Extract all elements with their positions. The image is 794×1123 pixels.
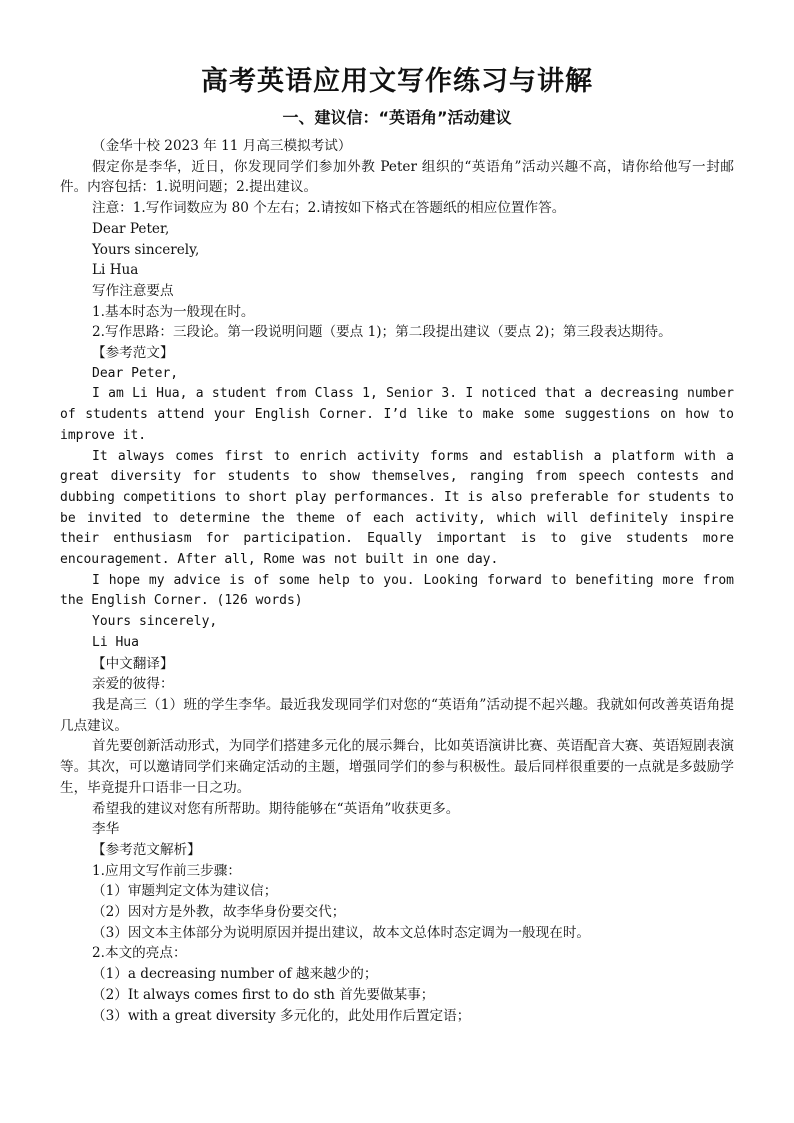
translation-paragraph-2: 首先要创新活动形式，为同学们搭建多元化的展示舞台，比如英语演讲比赛、英语配音大赛、英语短剧表演等。其次，可以邀请同学们来确定活动的主题，增强同学们的参与积极性。最后同样很重要的一点就是多鼓励学生，毕竟提升口语非一日之功。 — [60, 738, 734, 796]
exam-source: （金华十校 2023 年 11 月高三模拟考试） — [92, 138, 352, 154]
writing-point-2: 2.写作思路：三段论。第一段说明问题（要点 1)；第二段提出建议（要点 2)；第三段表达期待。 — [92, 324, 672, 341]
analysis-point-1-2: （2）因对方是外教，故李华身份要交代； — [92, 904, 346, 921]
document-title: 高考英语应用文写作练习与讲解 — [201, 66, 593, 97]
analysis-point-2-2: （2）It always comes first to do sth 首先要做某事； — [92, 986, 435, 1003]
sample-paragraph-1: I am Li Hua, a student from Class 1, Senior 3. I noticed that a decreasing number of students attend your English Corner. I’d like to make some suggestions on how to improve it. — [60, 386, 734, 443]
translation-heading: 【中文翻译】 — [92, 655, 174, 672]
sample-salutation: Dear Peter, — [92, 365, 179, 381]
sample-closing: Yours sincerely, — [92, 614, 218, 630]
analysis-point-2-3: （3）with a great diversity 多元化的，此处用作后置定语； — [92, 1007, 471, 1024]
analysis-point-2-1: （1）a decreasing number of 越来越少的； — [92, 966, 378, 983]
translation-salutation: 亲爱的彼得： — [92, 676, 174, 693]
format-salutation: Dear Peter, — [92, 220, 170, 237]
analysis-heading: 【参考范文解析】 — [92, 841, 201, 858]
translation-paragraph-1: 我是高三（1）班的学生李华。最近我发现同学们对您的“英语角”活动提不起兴趣。我就如何改善英语角提几点建议。 — [60, 696, 734, 734]
writing-point-1: 1.基本时态为一般现在时。 — [92, 303, 255, 320]
sample-paragraph-3: I hope my advice is of some help to you. Looking forward to benefiting more from the English Corner. (126 words) — [60, 572, 734, 609]
analysis-point-1-1: （1）审题判定文体为建议信； — [92, 883, 278, 900]
analysis-point-2: 2.本文的亮点： — [92, 945, 187, 962]
analysis-point-1: 1.应用文写作前三步骤： — [92, 862, 241, 879]
sample-paragraph-2: It always comes first to enrich activity forms and establish a platform with a great diversity for students to show themselves, ranging from speech contests and dubbing competitions to short play performances. It is also preferable for students to be invited to determine the theme of each activity, which will definitely inspire their enthusiasm for participation. Equally important is to give students more encouragement. After all, Rome was not built in one day. — [60, 448, 734, 568]
task-prompt: 假定你是李华，近日，你发现同学们参加外教 Peter 组织的“英语角”活动兴趣不高，请你给他写一封邮件。内容包括：1.说明问题；2.提出建议。 — [60, 158, 734, 196]
translation-paragraph-3: 希望我的建议对您有所帮助。期待能够在“英语角”收获更多。 — [92, 800, 460, 817]
sample-name: Li Hua — [92, 634, 139, 650]
sample-heading: 【参考范文】 — [92, 345, 174, 362]
analysis-point-1-3: （3）因文本主体部分为说明原因并提出建议，故本文总体时态定调为一般现在时。 — [92, 924, 591, 941]
format-name: Li Hua — [92, 262, 139, 279]
document-page — [60, 62, 734, 1026]
writing-points-heading: 写作注意要点 — [92, 282, 174, 299]
format-closing: Yours sincerely, — [92, 241, 200, 258]
translation-name: 李华 — [92, 821, 120, 838]
task-note: 注意：1.写作词数应为 80 个左右；2.请按如下格式在答题纸的相应位置作答。 — [92, 200, 566, 217]
section-title: 一、建议信：“英语角”活动建议 — [282, 108, 512, 127]
